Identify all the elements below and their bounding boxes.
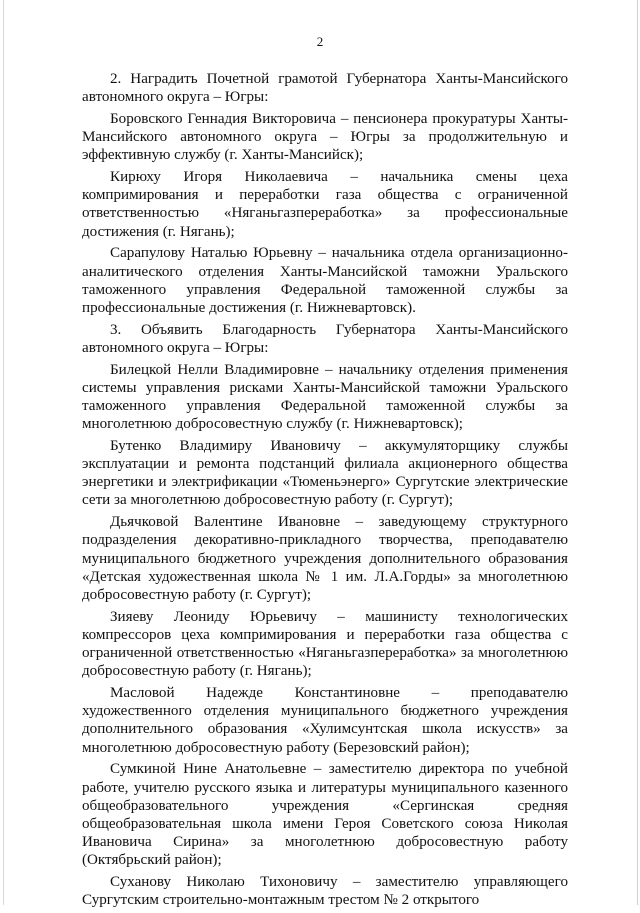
document-body (82, 70, 568, 913)
paragraph-award-intro: 2. Наградить Почетной грамотой Губернатора Ханты-Мансийского автономного округа – Югры: (82, 71, 568, 106)
paragraph-gratitude-intro: 3. Объявить Благодарность Губернатора Ханты-Мансийского автономного округа – Югры: (82, 321, 568, 356)
paragraph-sumkina: Сумкиной Нине Анатольевне – заместителю директора по учебной работе, учителю русского языка и литературы муниципального казенного общеобразовательного учреждения «Сергинская средняя общеобразовательная школа имени Героя Советского союза Николая Ивановича Сирина» за многолетнюю добросовестную работу (Октябрьский район); (82, 761, 568, 869)
paragraph-borovskiy: Боровского Геннадия Викторовича – пенсионера прокуратуры Ханты-Мансийского автономного округа – Югры за продолжительную и эффективную службу (г. Ханты-Мансийск); (82, 110, 568, 164)
paragraph-sarapulova: Сарапулову Наталью Юрьевну – начальника отдела организационно-аналитического отделения Ханты-Мансийской таможни Уральского таможенного управления Федеральной таможенной службы за профессиональные достижения (г. Нижневартовск). (82, 245, 568, 316)
page-number: 2 (316, 34, 324, 49)
scan-edge-left (3, 0, 4, 905)
paragraph-dyachkova: Дьячковой Валентине Ивановне – заведующему структурного подразделения декоративно-прикладного творчества, преподавателю муниципального бюджетного учреждения дополнительного образования «Детская художественная школа № 1 им. Л.А.Горды» за многолетнюю добросовестную работу (г. Сургут); (82, 514, 568, 603)
paragraph-maslova: Масловой Надежде Константиновне – преподавателю художественного отделения муниципального бюджетного учреждения дополнительного образования «Хулимсунтская школа искусств» за многолетнюю добросовестную работу (Березовский район); (82, 685, 568, 756)
scan-edge-right (637, 0, 638, 905)
paragraph-sukhanov: Суханову Николаю Тихоновичу – заместителю управляющего Сургутским строительно-монтажным трестом № 2 открытого (82, 874, 568, 909)
paragraph-biletskaya: Билецкой Нелли Владимировне – начальнику отделения применения системы управления рисками Ханты-Мансийской таможни Уральского таможенного управления Федеральной таможенной службы за многолетнюю добросовестную службу (г. Нижневартовск); (82, 361, 568, 433)
paragraph-butenko: Бутенко Владимиру Ивановичу – аккумуляторщику службы эксплуатации и ремонта подстанций филиала акционерного общества энергетики и электрификации «Тюменьэнерго» Сургутские электрические сети за многолетнюю добросовестную работу (г. Сургут); (82, 437, 568, 509)
paragraph-kiryukha: Кирюху Игоря Николаевича – начальника смены цеха компримирования и переработки газа общества с ограниченной ответственностью «Няганьгазпереработка» за профессиональные достижения (г. Нягань); (82, 169, 568, 240)
paragraph-ziyaev: Зияеву Леониду Юрьевичу – машинисту технологических компрессоров цеха компримирования и переработки газа общества с ограниченной ответственностью «Няганьгазпереработка» за многолетнюю добросовестную работу (г. Нягань); (82, 608, 568, 680)
